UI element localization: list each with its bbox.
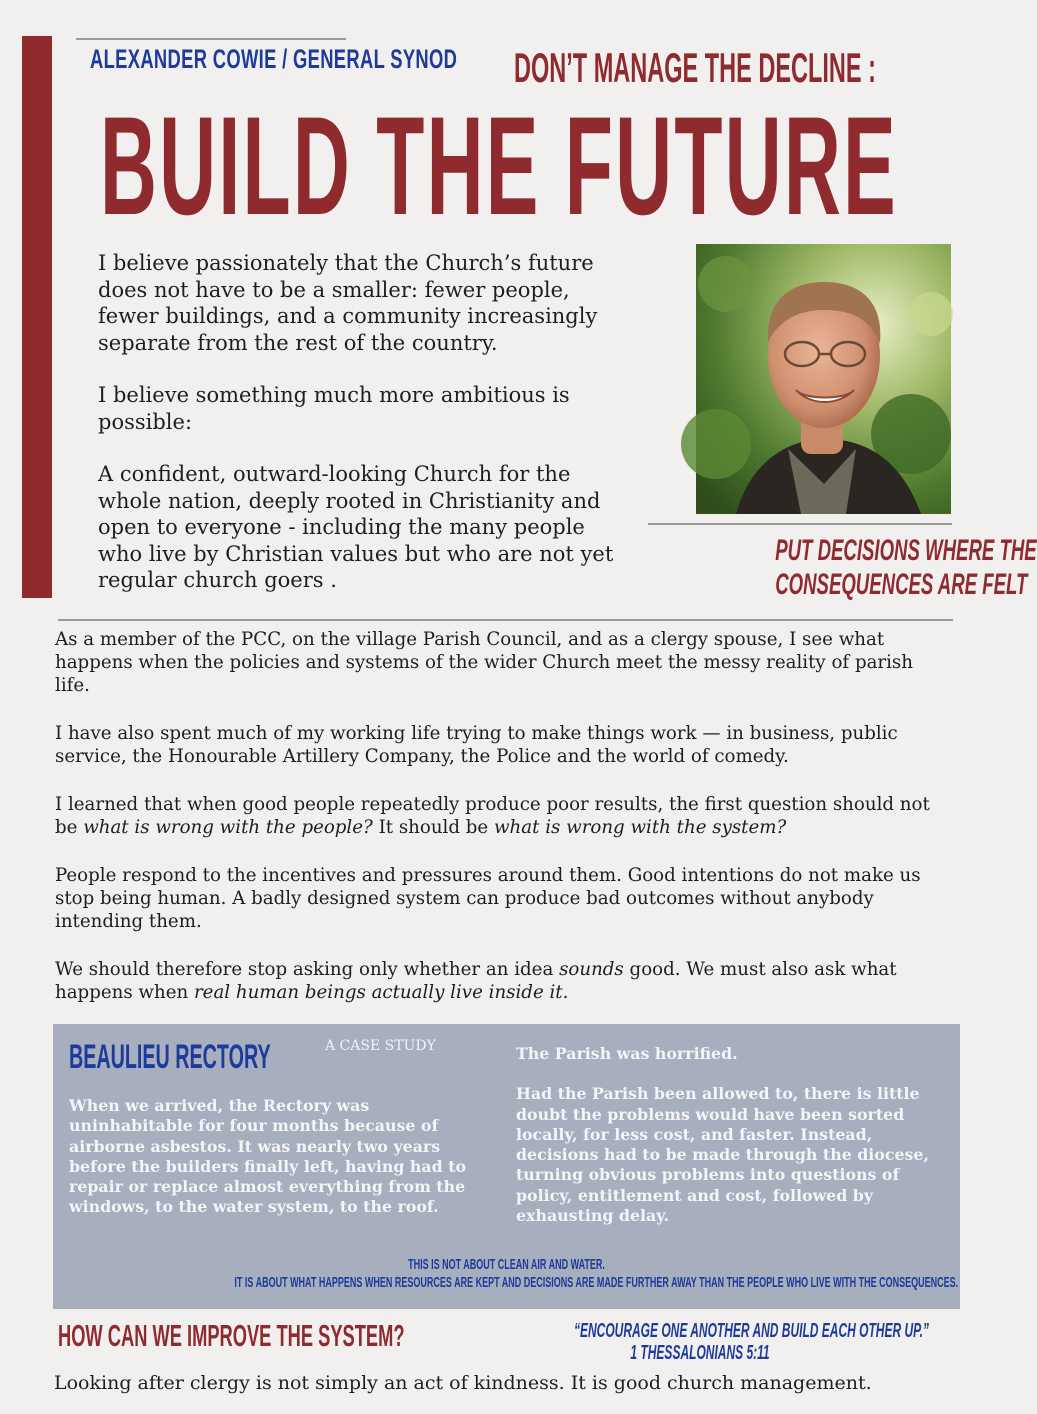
intro-paragraph: I believe passionately that the Church’s future does not have to be a smaller: fewer people, fewer buildings, and a community increasingly separate from the rest of the country. xyxy=(98,251,598,355)
closing-statement: Looking after clergy is not simply an act of kindness. It is good church management. xyxy=(54,1372,872,1394)
body-emphasis: what is wrong with the people? xyxy=(83,817,373,838)
body-paragraph: People respond to the incentives and pressures around them. Good intentions do not make us stop being human. A badly designed system can produce bad outcomes without anybody intending them. xyxy=(55,865,921,932)
body-emphasis: sounds xyxy=(559,959,624,980)
case-study-title: BEAULIEU RECTORY xyxy=(69,1038,271,1076)
body-text xyxy=(55,628,945,1029)
top-divider xyxy=(76,38,346,40)
scripture-text: “ENCOURAGE ONE ANOTHER AND BUILD EACH OTHER UP.” xyxy=(574,1320,929,1342)
body-emphasis: real human beings actually live inside it. xyxy=(193,982,569,1003)
case-study-paragraph: Had the Parish been allowed to, there is little doubt the problems would have been sorted locally, for less cost, and faster. Instead, decisions had to be made through the diocese, turning obvious problems into questions of policy, entitlement and cost, followed by exhausting delay. xyxy=(516,1084,929,1226)
body-text-run: good. We must also ask what happens when xyxy=(55,959,897,1003)
candidate-photo xyxy=(696,244,951,514)
pull-quote-line: CONSEQUENCES ARE FELT xyxy=(775,568,1028,601)
body-paragraph xyxy=(55,958,945,1004)
scripture-quote xyxy=(490,1320,929,1364)
case-study-right-text xyxy=(516,1044,946,1246)
body-emphasis: what is wrong with the system? xyxy=(493,817,787,838)
photo-divider xyxy=(648,523,952,525)
headline: BUILD THE FUTURE xyxy=(100,87,898,244)
scripture-reference: 1 THESSALONIANS 5:11 xyxy=(630,1342,770,1364)
case-study-panel xyxy=(53,1024,960,1309)
pull-quote-line: PUT DECISIONS WHERE THE xyxy=(775,534,1037,567)
intro-text xyxy=(98,250,628,620)
body-text-run: It should be xyxy=(372,817,494,838)
body-paragraph xyxy=(55,793,945,839)
pull-quote xyxy=(665,534,1037,602)
body-text-run: I learned that when good people repeatedly produce poor results, the first question should not be xyxy=(55,794,930,838)
body-text-run: We should therefore stop asking only whether an idea xyxy=(55,959,560,980)
accent-bar xyxy=(22,36,52,598)
intro-paragraph: A confident, outward-looking Church for the whole nation, deeply rooted in Christianity and open to everyone - including the many people who live by Christian values but who are not yet regular church goers . xyxy=(98,462,614,592)
section-divider xyxy=(58,619,953,621)
section-heading: HOW CAN WE IMPROVE THE SYSTEM? xyxy=(58,1318,405,1353)
portrait-image xyxy=(696,244,951,514)
case-study-tag: A CASE STUDY xyxy=(325,1038,436,1054)
case-study-note-line: THIS IS NOT ABOUT CLEAN AIR AND WATER. xyxy=(408,1256,605,1273)
case-study-paragraph: The Parish was horrified. xyxy=(516,1044,738,1063)
subtitle: DON’T MANAGE THE DECLINE : xyxy=(514,44,876,91)
intro-paragraph: I believe something much more ambitious is possible: xyxy=(98,383,570,434)
case-study-left-text: When we arrived, the Rectory was uninhabitable for four months because of airborne asbestos. It was nearly two years before the builders finally left, having had to repair or replace almost everything from the windows, to the water system, to the roof. xyxy=(69,1096,467,1217)
author-line: ALEXANDER COWIE / GENERAL SYNOD xyxy=(90,44,458,74)
body-paragraph: As a member of the PCC, on the village Parish Council, and as a clergy spouse, I see what happens when the policies and systems of the wider Church meet the messy reality of parish life. xyxy=(55,629,913,696)
body-paragraph: I have also spent much of my working life trying to make things work — in business, public service, the Honourable Artillery Company, the Police and the world of comedy. xyxy=(55,723,898,767)
case-study-note-line: IT IS ABOUT WHAT HAPPENS WHEN RESOURCES ARE KEPT AND DECISIONS ARE MADE FURTHER AWAY THAN THE PEOPLE WHO LIVE WITH THE CONSEQUENCES. xyxy=(234,1274,959,1291)
case-study-note xyxy=(53,1256,960,1292)
